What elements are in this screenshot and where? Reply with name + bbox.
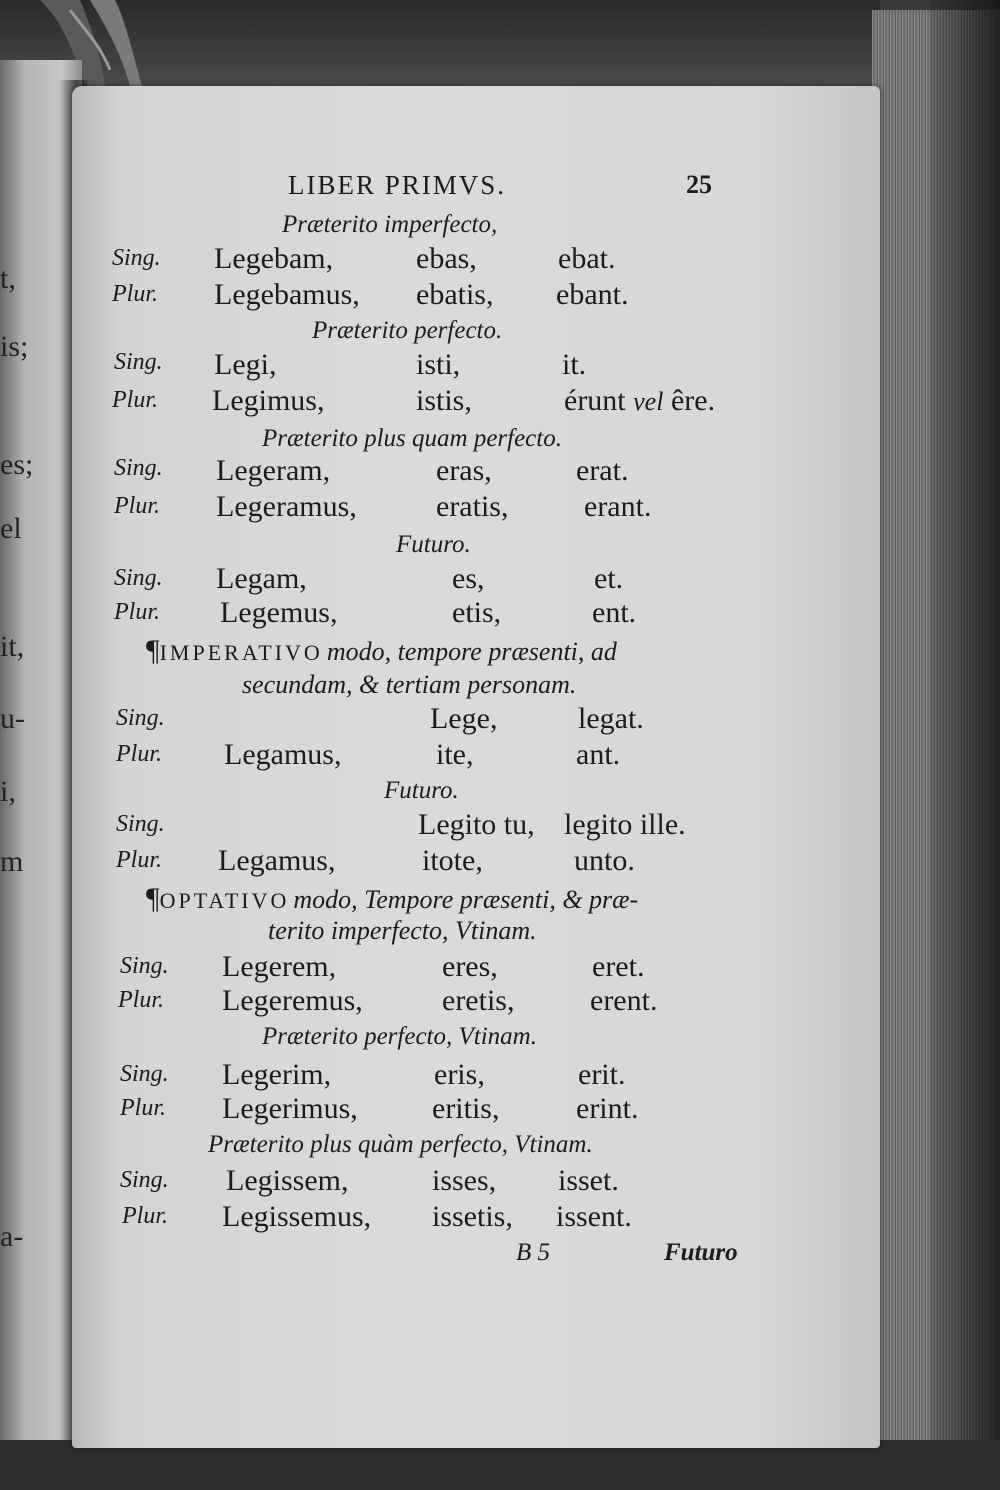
conjugation-form: eres, <box>442 950 498 983</box>
conjugation-form: ebant. <box>556 278 629 311</box>
row-label: Plur. <box>112 387 159 413</box>
signature-mark: B 5 <box>516 1239 551 1266</box>
tense-heading: Futuro. <box>396 531 471 558</box>
conjugation-form: Legerem, <box>222 950 337 983</box>
row-label: Sing. <box>114 349 163 375</box>
conjugation-form: eritis, <box>432 1092 500 1125</box>
mood-heading: ¶OPTATIVO modo, Tempore præsenti, & præ- <box>146 882 639 915</box>
facing-page-fragment: u- <box>0 702 25 735</box>
conjugation-form: Legi, <box>214 348 277 381</box>
conjugation-form: isses, <box>432 1164 497 1197</box>
row-label: Sing. <box>120 953 169 979</box>
conjugation-form: es, <box>452 562 485 595</box>
row-label: Plur. <box>118 987 165 1013</box>
tense-heading: Præterito plus quam perfecto. <box>262 425 562 452</box>
facing-page-fragment: el <box>0 512 22 545</box>
mood-heading-continued: terito imperfecto, Vtinam. <box>268 916 537 945</box>
row-label: Plur. <box>114 599 161 625</box>
conjugation-form: Legeramus, <box>216 490 357 523</box>
conjugation-form: Legimus, <box>212 384 325 417</box>
row-label: Plur. <box>112 281 159 307</box>
conjugation-form: Legeram, <box>216 454 331 487</box>
conjugation-form: erat. <box>576 454 629 487</box>
conjugation-form: ite, <box>436 738 474 771</box>
conjugation-form: eratis, <box>436 490 509 523</box>
facing-page-fragment: a- <box>0 1220 24 1253</box>
tense-heading: Futuro. <box>384 777 459 804</box>
mood-heading-continued: secundam, & tertiam personam. <box>242 670 577 699</box>
conjugation-form: isti, <box>416 348 461 381</box>
conjugation-form: ent. <box>592 596 637 629</box>
conjugation-form: erint. <box>576 1092 639 1125</box>
tense-heading: Præterito plus quàm perfecto, Vtinam. <box>208 1131 593 1158</box>
conjugation-form: erent. <box>590 984 658 1017</box>
facing-page-fragment: es; <box>0 448 34 481</box>
conjugation-form: it. <box>562 348 587 381</box>
row-label: Plur. <box>122 1203 169 1229</box>
catchword: Futuro <box>664 1239 738 1266</box>
conjugation-form: Legerim, <box>222 1058 332 1091</box>
conjugation-form: istis, <box>416 384 472 417</box>
conjugation-form: isset. <box>558 1164 619 1197</box>
facing-page-fragment: i, <box>0 775 16 808</box>
conjugation-form: Legerimus, <box>222 1092 358 1125</box>
page-number: 25 <box>686 170 712 199</box>
facing-page-fragment: m <box>0 845 24 878</box>
tense-heading: Præterito imperfecto, <box>282 211 498 238</box>
running-title: LIBER PRIMVS. <box>288 170 507 200</box>
conjugation-form: Legissem, <box>226 1164 349 1197</box>
row-label: Sing. <box>116 811 165 837</box>
conjugation-form: itote, <box>422 844 483 877</box>
conjugation-form: Legebam, <box>214 242 334 275</box>
conjugation-form: Legam, <box>216 562 307 595</box>
conjugation-form: Legissemus, <box>222 1200 372 1233</box>
fore-edge-shadow <box>930 0 1000 1490</box>
conjugation-form: eras, <box>436 454 492 487</box>
facing-page-fragment: it, <box>0 630 25 663</box>
conjugation-form: legito ille. <box>564 808 686 841</box>
row-label: Sing. <box>114 455 163 481</box>
conjugation-form: eretis, <box>442 984 515 1017</box>
conjugation-form: ebas, <box>416 242 477 275</box>
conjugation-form: ant. <box>576 738 621 771</box>
row-label: Sing. <box>112 245 161 271</box>
conjugation-form: Legito tu, <box>418 808 535 841</box>
facing-page-fragment: t, <box>0 262 16 295</box>
conjugation-form: et. <box>594 562 624 595</box>
row-label: Plur. <box>120 1095 167 1121</box>
conjugation-form: erit. <box>578 1058 626 1091</box>
conjugation-form: unto. <box>574 844 635 877</box>
row-label: Plur. <box>116 741 163 767</box>
row-label: Sing. <box>114 565 163 591</box>
conjugation-form: Lege, <box>430 702 498 735</box>
conjugation-form: ebatis, <box>416 278 494 311</box>
row-label: Sing. <box>120 1167 169 1193</box>
row-label: Sing. <box>120 1061 169 1087</box>
row-label: Plur. <box>116 847 163 873</box>
conjugation-form: erant. <box>584 490 652 523</box>
conjugation-form: Legebamus, <box>214 278 360 311</box>
conjugation-form: eret. <box>592 950 645 983</box>
conjugation-form: Legemus, <box>220 596 338 629</box>
conjugation-form: Legeremus, <box>222 984 363 1017</box>
conjugation-form: issetis, <box>432 1200 513 1233</box>
mood-heading: ¶IMPERATIVO modo, tempore præsenti, ad <box>146 634 617 667</box>
conjugation-form: Legamus, <box>218 844 336 877</box>
tense-heading: Præterito perfecto, Vtinam. <box>262 1023 537 1050</box>
conjugation-form: Legamus, <box>224 738 342 771</box>
conjugation-form: eris, <box>434 1058 485 1091</box>
tense-heading: Præterito perfecto. <box>312 317 503 344</box>
conjugation-form: legat. <box>578 702 644 735</box>
row-label: Sing. <box>116 705 165 731</box>
conjugation-form: ebat. <box>558 242 616 275</box>
conjugation-form: érunt vel êre. <box>564 384 716 417</box>
conjugation-form: etis, <box>452 596 502 629</box>
facing-page-fragment: is; <box>0 330 29 363</box>
row-label: Plur. <box>114 493 161 519</box>
conjugation-form: issent. <box>556 1200 632 1233</box>
